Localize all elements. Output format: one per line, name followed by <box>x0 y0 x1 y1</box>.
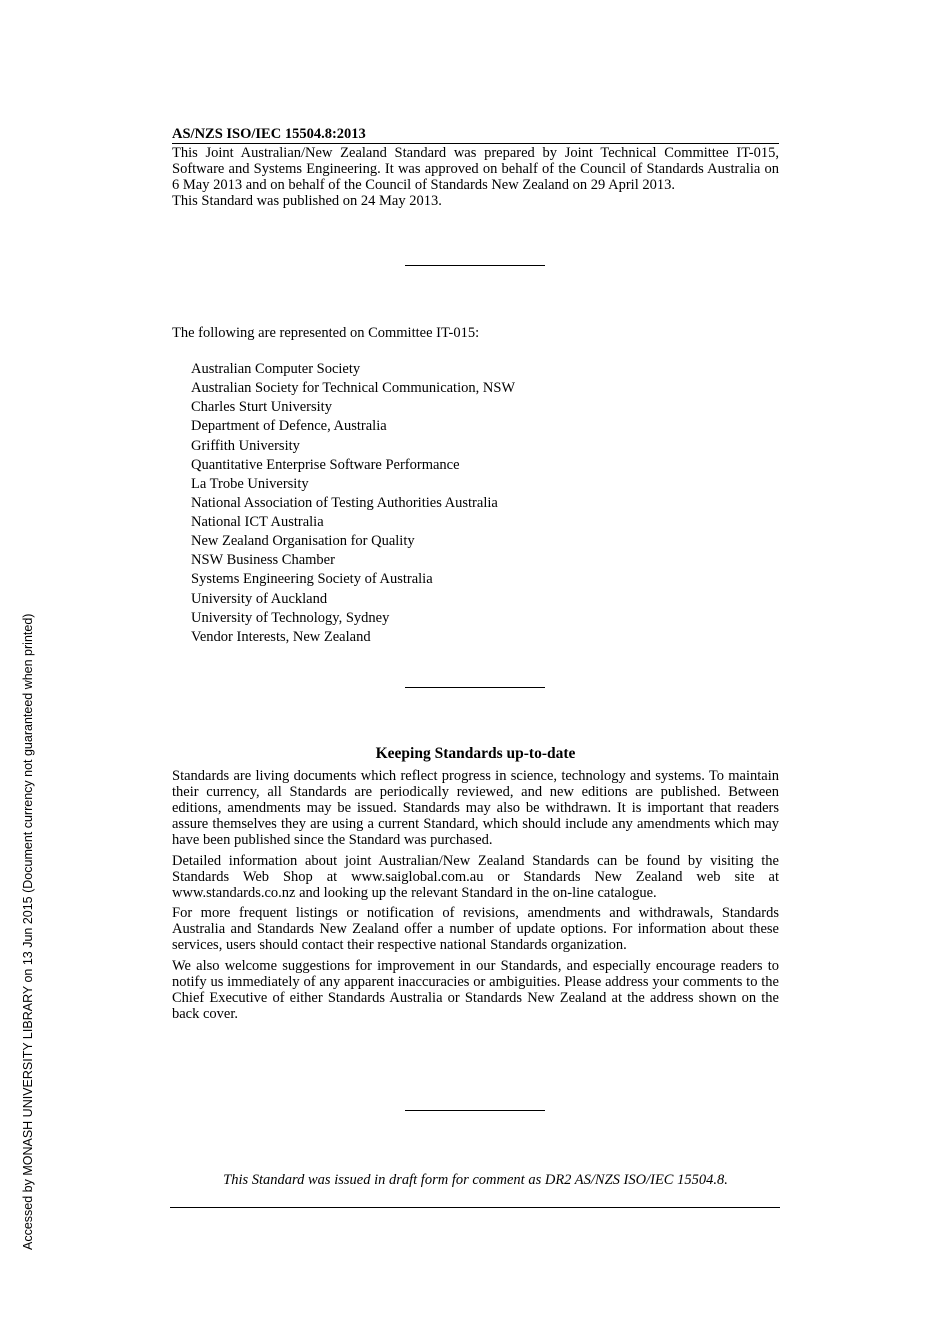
committee-member: National Association of Testing Authorities Australia <box>191 494 498 511</box>
committee-member: Charles Sturt University <box>191 399 332 416</box>
body-paragraph: We also welcome suggestions for improvement in our Standards, and especially encourage readers to notify us immediately of any apparent inaccuracies or ambiguities. Please address your comments to the Chief Executive of either Standards Australia or Standards New Zealand at the address shown on the back cover. <box>172 957 779 1022</box>
committee-member: New Zealand Organisation for Quality <box>191 533 415 550</box>
draft-form-note: This Standard was issued in draft form for comment as DR2 AS/NZS ISO/IEC 15504.8. <box>223 1172 728 1188</box>
committee-member: Griffith University <box>191 437 300 454</box>
keeping-standards-heading: Keeping Standards up-to-date <box>375 745 576 762</box>
committee-intro: The following are represented on Committee IT-015: <box>172 325 480 341</box>
committee-member: Quantitative Enterprise Software Performance <box>191 456 460 473</box>
committee-member: Systems Engineering Society of Australia <box>191 571 433 588</box>
committee-member: University of Auckland <box>191 590 328 607</box>
access-watermark-note: Accessed by MONASH UNIVERSITY LIBRARY on 13 Jun 2015 (Document currency not guaranteed when printed) <box>21 613 35 1250</box>
standard-number: AS/NZS ISO/IEC 15504.8:2013 <box>172 126 779 144</box>
body-paragraph: For more frequent listings or notification of revisions, amendments and withdrawals, Standards Australia and Standards New Zealand offer a number of update options. For information about these services, users should contact their respective national Standards organization. <box>172 905 779 953</box>
separator-rule-1 <box>405 265 545 266</box>
body-paragraph: Standards are living documents which reflect progress in science, technology and systems. To maintain their currency, all Standards are periodically reviewed, and new editions are published. Between editions, amendments may be issued. Standards may also be withdrawn. It is important that readers assure themselves they are using a current Standard, which should include any amendments which may have been published since the Standard was purchased. <box>172 768 779 848</box>
committee-member-list <box>191 360 515 647</box>
publication-date-text: This Standard was published on 24 May 2013. <box>172 193 442 209</box>
committee-member: University of Technology, Sydney <box>191 609 390 626</box>
separator-rule-2 <box>405 687 545 688</box>
committee-member: La Trobe University <box>191 475 309 492</box>
committee-member: National ICT Australia <box>191 514 324 530</box>
body-paragraph: Detailed information about joint Australian/New Zealand Standards can be found by visiting the Standards Web Shop at www.saiglobal.com.au or Standards New Zealand web site at www.standards.co.nz and looking up the relevant Standard in the on-line catalogue. <box>172 852 779 901</box>
keeping-standards-body <box>172 768 779 1026</box>
preparation-text: This Joint Australian/New Zealand Standard was prepared by Joint Technical Committee IT-015, Software and Systems Engineering. It was approved on behalf of the Council of Standards Australia on 6 May 2013 and on behalf of the Council of Standards New Zealand on 29 April 2013. <box>172 145 779 193</box>
footer-rule <box>170 1207 780 1208</box>
committee-member: Australian Society for Technical Communication, NSW <box>191 380 516 397</box>
separator-rule-3 <box>405 1110 545 1111</box>
preparation-statement <box>172 145 779 209</box>
committee-member: NSW Business Chamber <box>191 552 335 569</box>
committee-member: Department of Defence, Australia <box>191 418 387 435</box>
committee-member: Australian Computer Society <box>191 361 361 377</box>
committee-member: Vendor Interests, New Zealand <box>191 628 371 645</box>
